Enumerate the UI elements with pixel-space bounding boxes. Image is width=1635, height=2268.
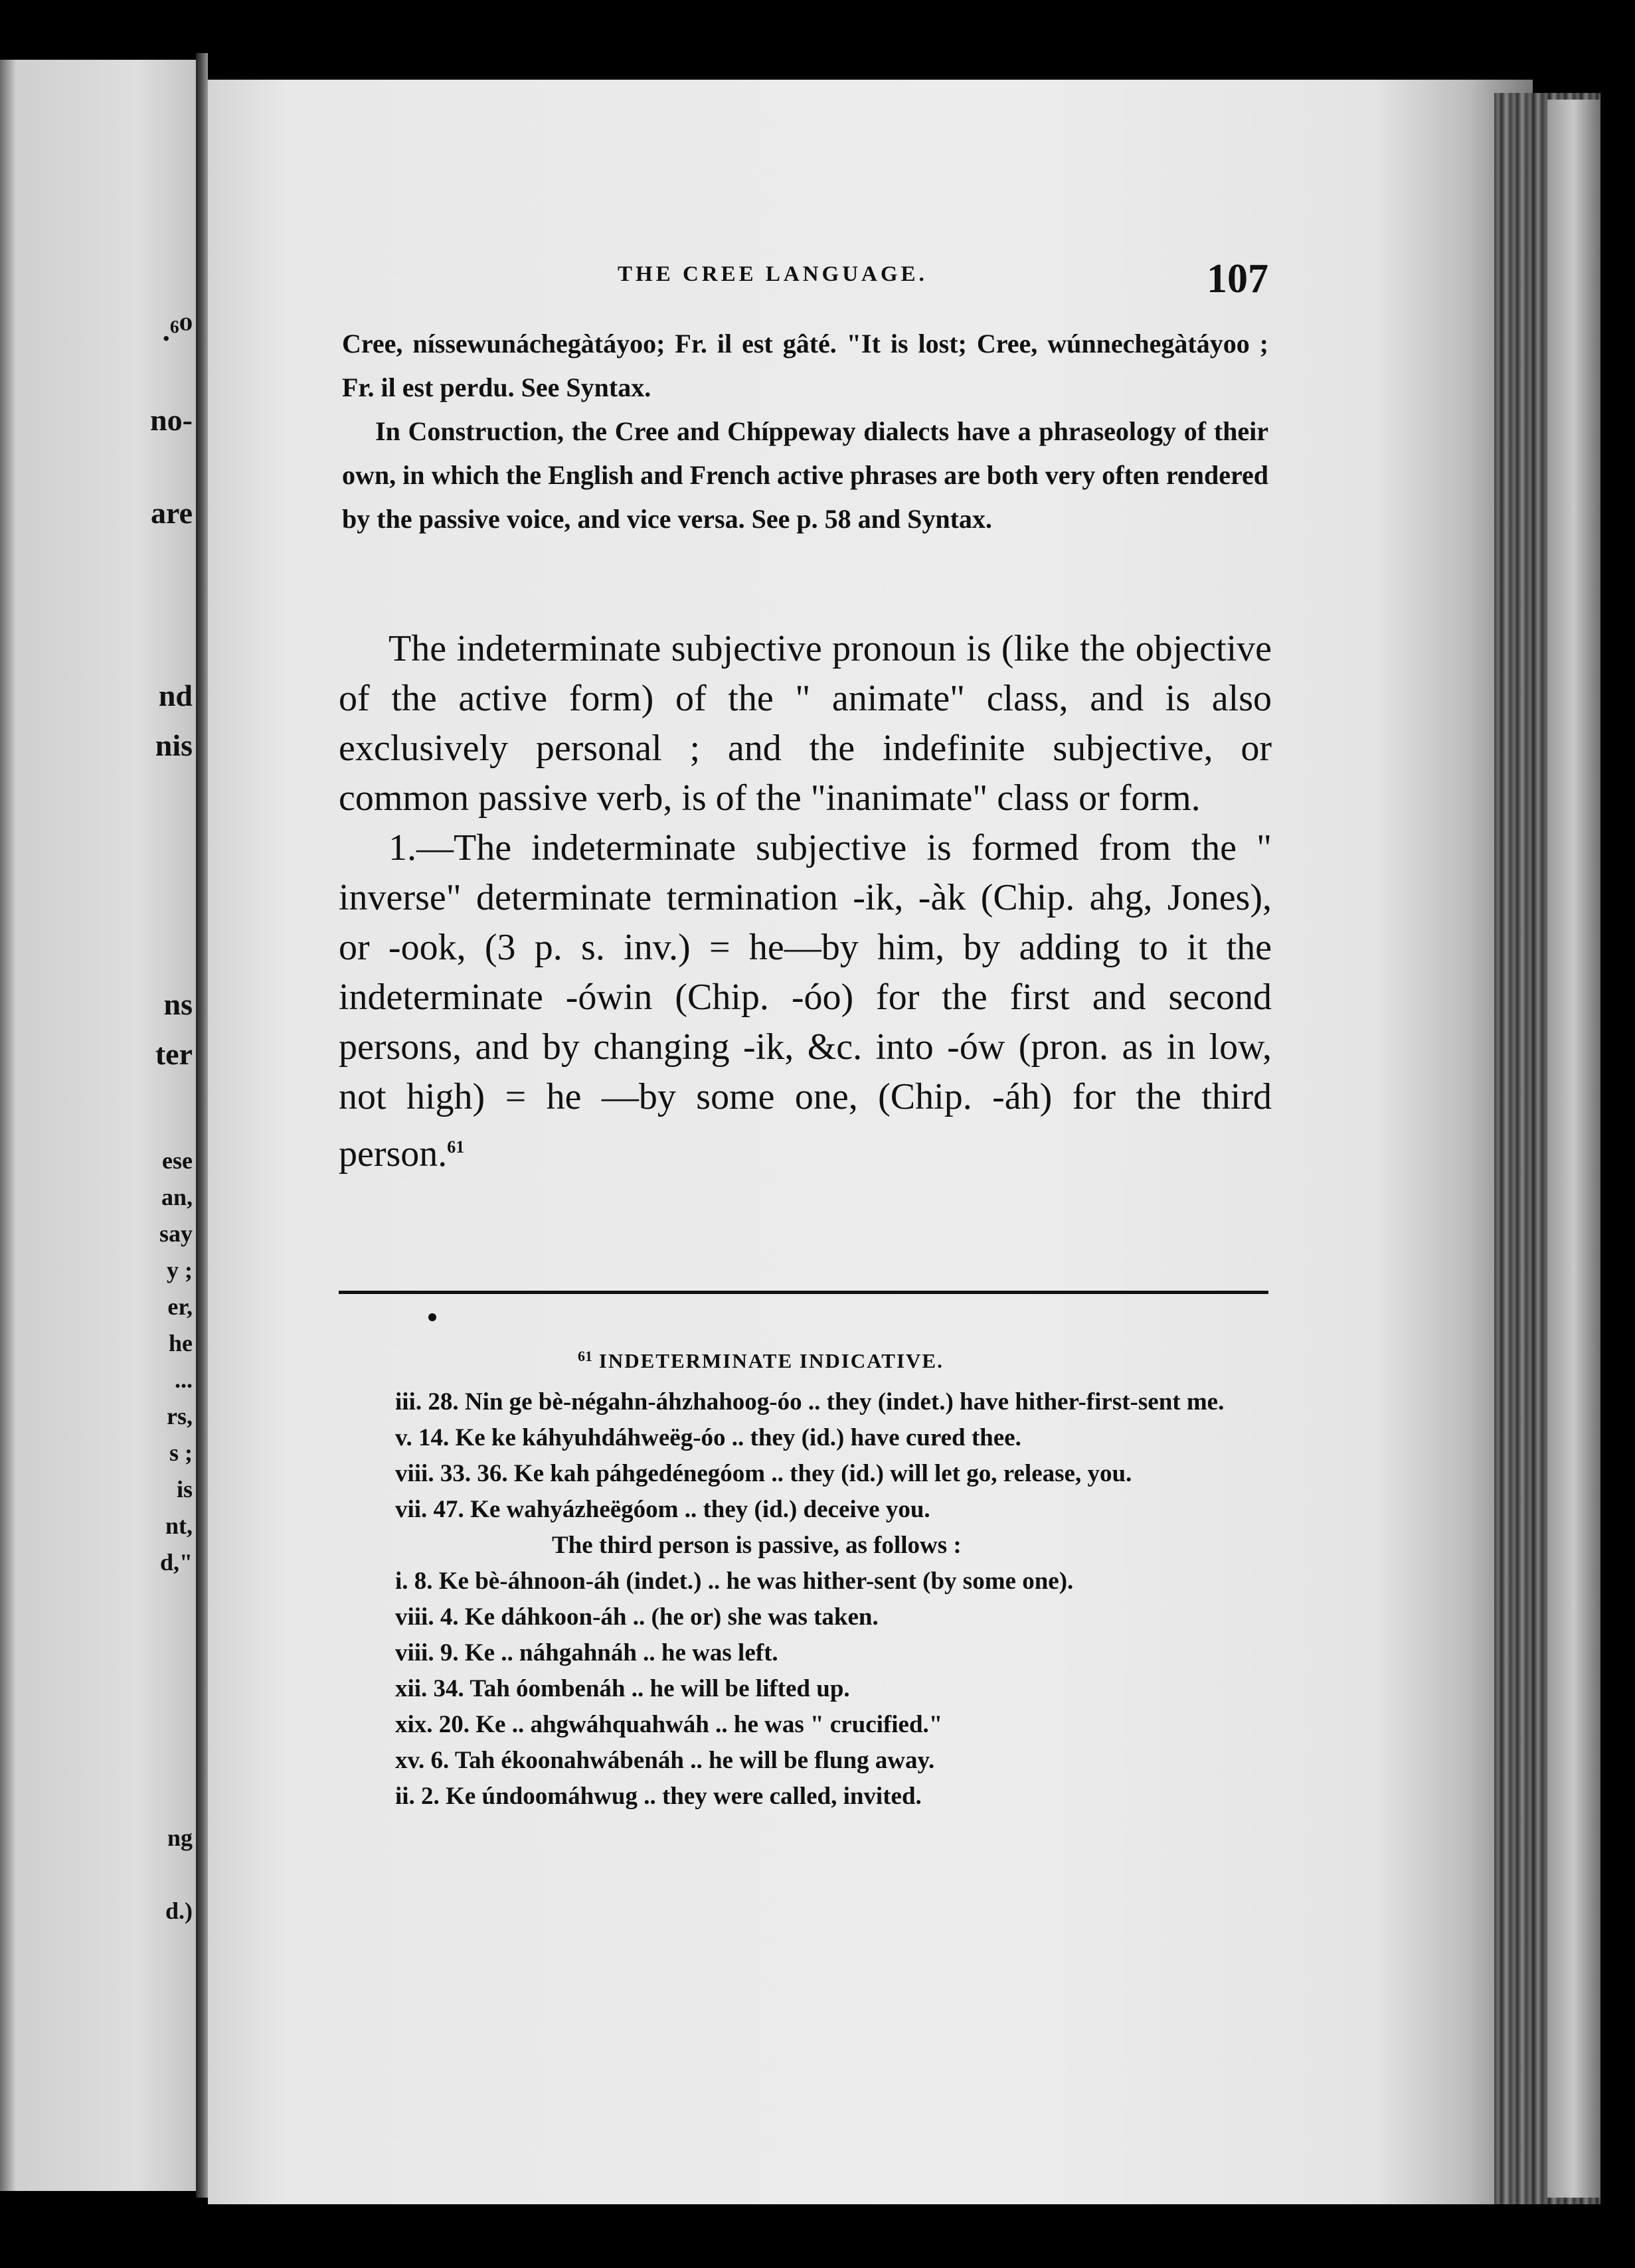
left-fragment: nis [155,728,193,762]
left-fragment: er, [167,1293,193,1320]
footnote-rule [339,1291,1268,1294]
footnote-entry [395,1599,1268,1635]
left-fragment: say [159,1220,193,1247]
entry-ref: xii. 34. [395,1675,464,1702]
page-edge-highlight [1547,100,1600,2198]
entry-ref: i. 8. [395,1568,433,1595]
footnote-entry [395,1779,1268,1815]
entry-ref: iii. 28. [395,1388,459,1416]
entry-ref: vii. 47. [395,1496,464,1523]
page-header [618,256,1268,315]
entry-text: Ke wahyázheëgóom .. they (id.) deceive you. [470,1496,930,1523]
left-fragment: ese [162,1147,193,1174]
left-fragment: d.) [165,1898,193,1924]
main-text-block [339,624,1272,1179]
footnote-heading-text: INDETERMINATE INDICATIVE. [598,1349,944,1372]
bullet-mark [428,1313,436,1321]
entry-text: Ke dáhkoon-áh .. (he or) she was taken. [464,1603,879,1631]
footnote-entry [395,1492,1268,1528]
entry-ref: xix. 20. [395,1711,470,1738]
page-number: 107 [1207,256,1268,301]
left-fragment: d," [159,1549,193,1576]
entry-ref: v. 14. [395,1424,450,1451]
running-head: THE CREE LANGUAGE. [618,262,928,286]
entry-text: Nin ge bè-négahn-áhzhahoog-óo .. they (indet.) have hither-first-sent me. [464,1388,1225,1416]
entry-text: Ke .. náhgahnáh .. he was left. [464,1639,778,1666]
footnote-marker: 61 [447,1137,465,1157]
entry-text: Ke bè-áhnoon-áh (indet.) .. he was hither-sent (by some one). [438,1568,1074,1595]
main-paragraph [339,823,1272,1179]
left-fragment: is [176,1476,193,1502]
top-paragraph: In Construction, the Cree and Chíppeway dialects have a phraseology of their own, in which the English and French active phrases are both very often rendered by the passive voice, and vice versa. See p. 58 and Syntax. [342,416,1268,534]
footnote-entry [395,1743,1268,1779]
left-fragment: y ; [167,1257,193,1283]
footnote-entry [395,1384,1268,1420]
main-paragraph-text: 1.—The indeterminate subjective is formed from the " inverse" determinate termination -ik, -àk (Chip. ahg, Jones), or -ook, (3 p. s. inv.) = he—by him, by adding to it the indeterminate -ówin (Chip. -óo) for the first and second persons, and by changing -ik, &c. into -ów (pron. as in low, not high) = he —by some one, (Chip. -áh) for the third person. [339,827,1272,1174]
left-fragment: he [169,1330,193,1356]
footnote-entry [395,1671,1268,1707]
left-fragment: nd [158,679,193,712]
left-fragment: nt, [165,1512,193,1539]
entry-ref: viii. 9. [395,1639,459,1666]
entry-text: Ke kah páhgedénegóom .. they (id.) will let go, release, you. [513,1460,1132,1487]
entry-ref: viii. 4. [395,1603,459,1631]
footnote-entry [395,1564,1268,1599]
left-fragment: ng [167,1824,193,1851]
entry-text: Ke ke káhyuhdáhweëg-óo .. they (id.) have cured thee. [455,1424,1021,1451]
footnote-heading [578,1348,944,1373]
entry-text: Tah óombenáh .. he will be lifted up. [470,1675,850,1702]
entry-text: Tah ékoonahwábenáh .. he will be flung away. [454,1747,935,1774]
left-fragment: .⁶⁰ [162,313,193,347]
left-fragment: s ; [169,1439,193,1466]
top-text-block [342,322,1268,541]
footnote-entry [395,1707,1268,1743]
left-fragment: ter [155,1037,193,1071]
left-fragment: ns [163,987,193,1021]
left-fragment: an, [161,1184,193,1210]
footnote-entry [395,1420,1268,1456]
left-fragment: rs, [167,1403,193,1429]
left-page-edge [0,60,196,2191]
left-fragment: no- [150,403,193,437]
passive-intro: The third person is passive, as follows : [552,1532,962,1559]
entry-ref: viii. 33. 36. [395,1460,508,1487]
book-gutter [196,53,208,2198]
entry-text: Ke úndoomáhwug .. they were called, invited. [446,1783,922,1810]
entry-text: Ke .. ahgwáhquahwáh .. he was " crucified." [475,1711,943,1738]
footnote-entry [395,1456,1268,1492]
top-paragraph: Cree, níssewunáchegàtáyoo; Fr. il est gâté. "It is lost; Cree, wúnnechegàtáyoo ; Fr. il est perdu. See Syntax. [342,329,1268,402]
main-paragraph: The indeterminate subjective pronoun is (like the objective of the active form) of the " animate" class, and is also exclusively personal ; and the indefinite subjective, or common passive verb, is of the "inanimate" class or form. [339,628,1272,819]
entry-ref: xv. 6. [395,1747,450,1774]
entry-ref: ii. 2. [395,1783,440,1810]
footnote-number: 61 [578,1348,592,1364]
footnote-entries [395,1384,1268,1815]
left-fragment: are [150,496,193,530]
footnote-entry [395,1635,1268,1671]
left-fragment: ... [175,1366,193,1393]
